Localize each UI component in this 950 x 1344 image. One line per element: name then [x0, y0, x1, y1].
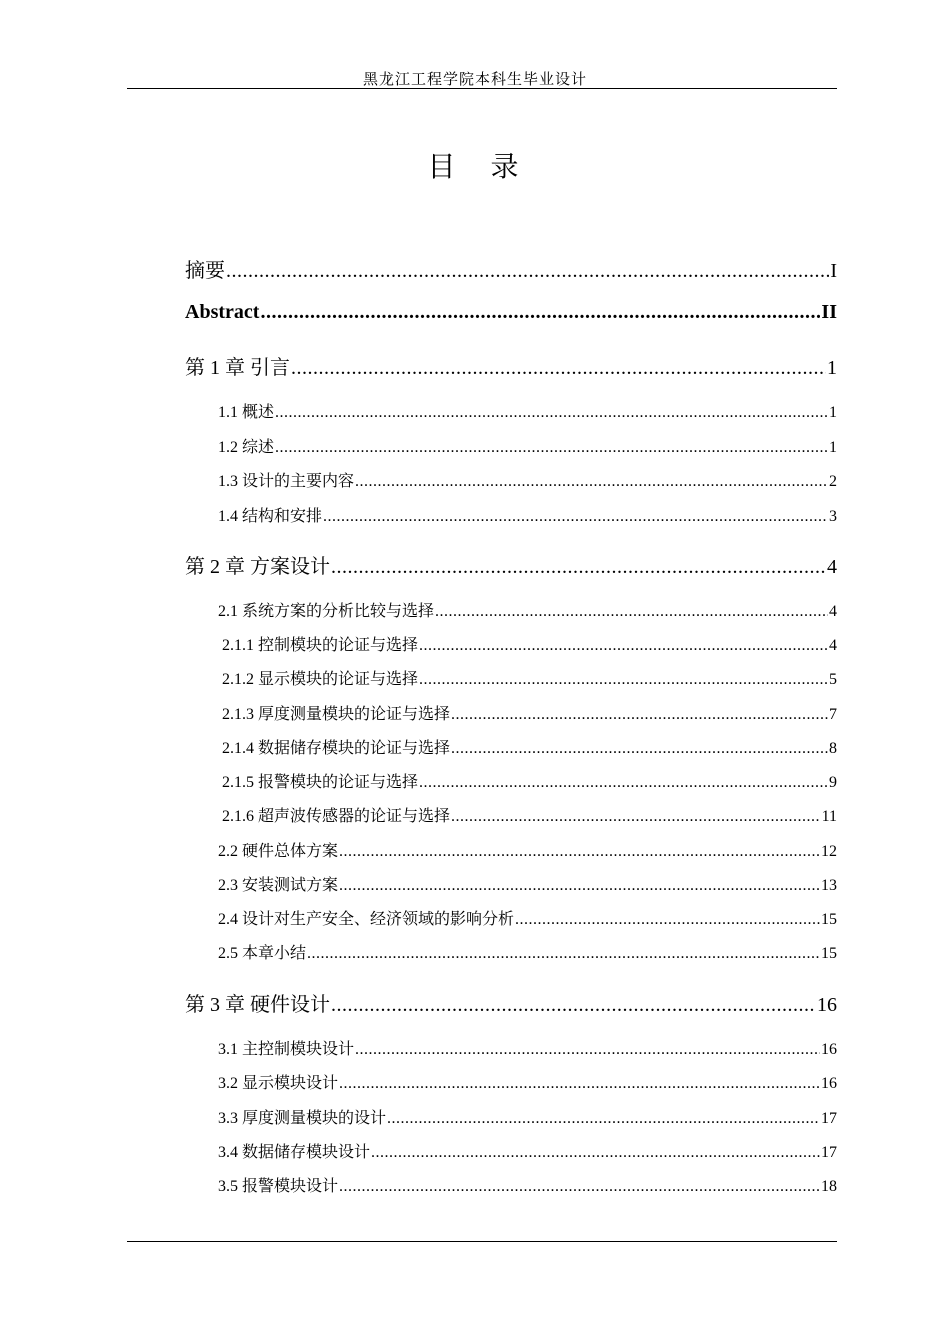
- toc-entry-title: 2.1.3 厚度测量模块的论证与选择: [222, 706, 451, 723]
- toc-leader-dots: [515, 911, 820, 929]
- toc-page-number: 9: [829, 774, 837, 791]
- toc-page-number: 11: [821, 808, 837, 825]
- toc-entry-title: 3.2 显示模块设计: [218, 1075, 339, 1092]
- toc-entry-title: 2.1.2 显示模块的论证与选择: [222, 671, 419, 688]
- toc-leader-dots: [355, 1041, 820, 1059]
- toc-leader-dots: [260, 301, 820, 324]
- toc-entry[interactable]: [222, 803, 837, 826]
- toc-page-number: 1: [827, 357, 837, 379]
- toc-page-number: 4: [829, 637, 837, 654]
- toc-entry[interactable]: [222, 666, 837, 689]
- toc-page-number: I: [830, 260, 837, 282]
- toc-leader-dots: [339, 843, 820, 861]
- toc-entry[interactable]: [218, 1036, 837, 1059]
- toc-page-number: 15: [821, 911, 837, 928]
- toc-entry-title: 2.1 系统方案的分析比较与选择: [218, 603, 435, 620]
- toc-leader-dots: [419, 637, 828, 655]
- toc-page-number: 4: [827, 556, 837, 578]
- toc-entry-title: 第 3 章 硬件设计: [185, 994, 330, 1016]
- toc-page-number: 1: [829, 439, 837, 456]
- toc-entry[interactable]: [185, 988, 837, 1017]
- toc-entry[interactable]: [218, 503, 837, 526]
- toc-entry-title: 第 2 章 方案设计: [185, 556, 330, 578]
- toc-entry-title: 1.1 概述: [218, 404, 275, 421]
- toc-leader-dots: [226, 260, 829, 283]
- toc-entry[interactable]: [185, 550, 837, 579]
- toc-entry-title: 2.1.6 超声波传感器的论证与选择: [222, 808, 451, 825]
- toc-leader-dots: [451, 706, 828, 724]
- toc-entry[interactable]: [185, 351, 837, 380]
- toc-page-number: 4: [829, 603, 837, 620]
- toc-leader-dots: [371, 1144, 820, 1162]
- toc-page-number: 15: [821, 945, 837, 962]
- toc-leader-dots: [435, 603, 828, 621]
- toc-entry-title: 2.3 安装测试方案: [218, 877, 339, 894]
- toc-page-number: 8: [829, 740, 837, 757]
- toc-entry[interactable]: [185, 254, 837, 283]
- toc-entry-title: 1.2 综述: [218, 439, 275, 456]
- toc-entry-title: 2.1.4 数据储存模块的论证与选择: [222, 740, 451, 757]
- toc-entry[interactable]: [218, 1139, 837, 1162]
- toc-entry[interactable]: [222, 632, 837, 655]
- toc-leader-dots: [275, 439, 828, 457]
- toc-leader-dots: [323, 508, 828, 526]
- toc-page-number: 16: [821, 1041, 837, 1058]
- toc-page-number: 16: [817, 994, 837, 1016]
- toc-entry-title: 1.3 设计的主要内容: [218, 473, 355, 490]
- toc-entry[interactable]: [218, 434, 837, 457]
- toc-leader-dots: [419, 774, 828, 792]
- toc-entry[interactable]: [218, 838, 837, 861]
- running-header: 黑龙江工程学院本科生毕业设计: [362, 72, 587, 88]
- toc-leader-dots: [339, 1178, 820, 1196]
- toc-page-number: 7: [829, 706, 837, 723]
- toc-leader-dots: [331, 556, 826, 579]
- toc-entry[interactable]: [218, 468, 837, 491]
- toc-entry[interactable]: [218, 399, 837, 422]
- toc-entry-title: Abstract: [185, 301, 260, 323]
- toc-page-number: 2: [829, 473, 837, 490]
- toc-leader-dots: [387, 1110, 820, 1128]
- toc-entry-title: 2.5 本章小结: [218, 945, 307, 962]
- toc-entry[interactable]: [222, 701, 837, 724]
- toc-entry-title: 3.5 报警模块设计: [218, 1178, 339, 1195]
- toc-entry-title: 1.4 结构和安排: [218, 508, 323, 525]
- toc-entry-title: 摘要: [185, 260, 225, 282]
- toc-entry-title: 3.4 数据储存模块设计: [218, 1144, 371, 1161]
- toc-entry[interactable]: [218, 1105, 837, 1128]
- toc-entry-title: 2.4 设计对生产安全、经济领域的影响分析: [218, 911, 515, 928]
- toc-entry-title: 2.1.5 报警模块的论证与选择: [222, 774, 419, 791]
- toc-title: 目 录: [427, 152, 533, 183]
- toc-entry[interactable]: [218, 940, 837, 963]
- toc-leader-dots: [331, 994, 816, 1017]
- toc-page-number: 13: [821, 877, 837, 894]
- toc-entry[interactable]: [185, 301, 837, 324]
- toc-leader-dots: [451, 740, 828, 758]
- toc-leader-dots: [419, 671, 828, 689]
- toc-page-number: 17: [821, 1110, 837, 1127]
- toc-page-number: 18: [821, 1178, 837, 1195]
- toc-entry[interactable]: [218, 1070, 837, 1093]
- toc-page-number: II: [821, 301, 837, 323]
- toc-entry[interactable]: [222, 769, 837, 792]
- toc-leader-dots: [275, 404, 828, 422]
- toc-entry[interactable]: [218, 906, 837, 929]
- toc-leader-dots: [291, 357, 826, 380]
- toc-page-number: 3: [829, 508, 837, 525]
- toc-leader-dots: [339, 1075, 820, 1093]
- toc-leader-dots: [355, 473, 828, 491]
- toc-entry[interactable]: [218, 1173, 837, 1196]
- toc-page-number: 16: [821, 1075, 837, 1092]
- toc-entry-title: 第 1 章 引言: [185, 357, 290, 379]
- toc-leader-dots: [339, 877, 820, 895]
- toc-entry[interactable]: [218, 872, 837, 895]
- toc-entry-title: 3.3 厚度测量模块的设计: [218, 1110, 387, 1127]
- toc-entry[interactable]: [218, 598, 837, 621]
- toc-leader-dots: [451, 808, 821, 826]
- toc-entry-title: 2.2 硬件总体方案: [218, 843, 339, 860]
- footer-rule: [127, 1241, 837, 1242]
- toc-entry-title: 3.1 主控制模块设计: [218, 1041, 355, 1058]
- toc-leader-dots: [307, 945, 820, 963]
- toc-page-number: 17: [821, 1144, 837, 1161]
- toc-page-number: 5: [829, 671, 837, 688]
- toc-page-number: 12: [821, 843, 837, 860]
- toc-entry[interactable]: [222, 735, 837, 758]
- toc-entry-title: 2.1.1 控制模块的论证与选择: [222, 637, 419, 654]
- toc-page-number: 1: [829, 404, 837, 421]
